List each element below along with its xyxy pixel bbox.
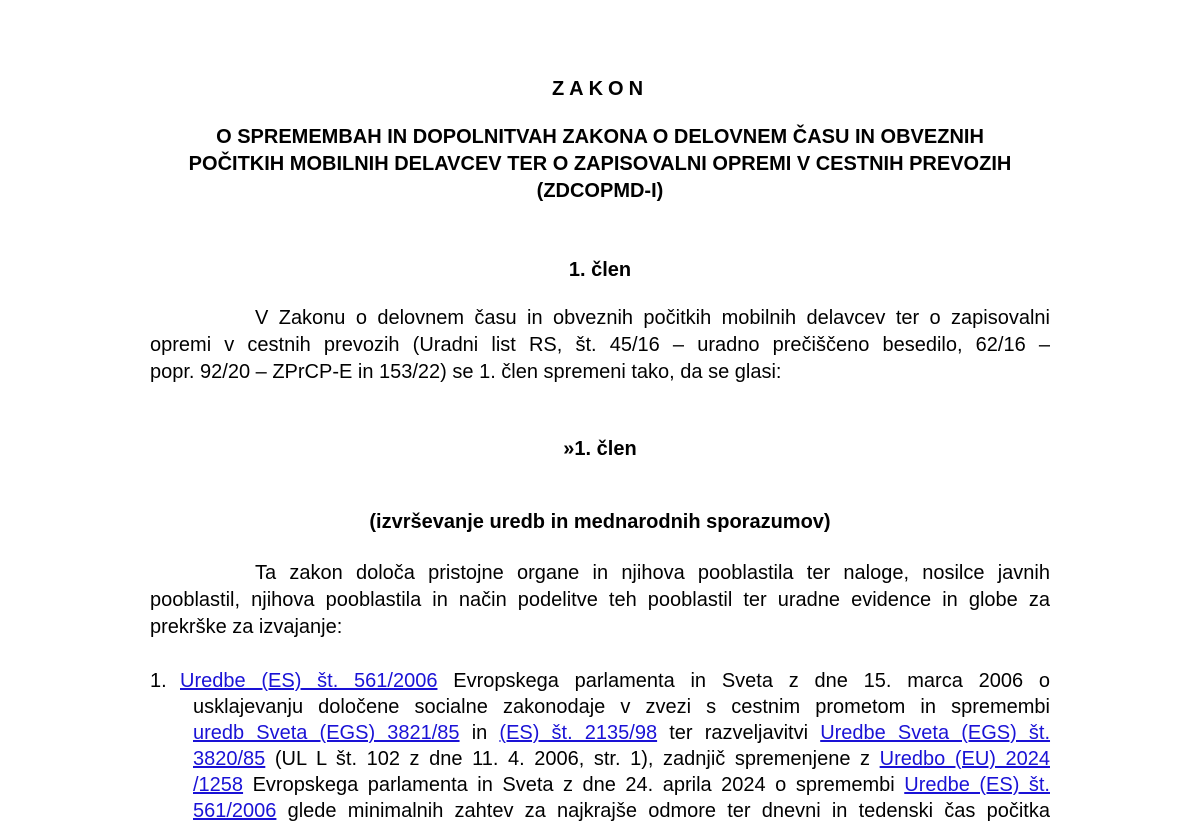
law-title-line: O SPREMEMBAH IN DOPOLNITVAH ZAKONA O DELOVNEM ČASU IN OBVEZNIH bbox=[216, 126, 984, 148]
list-line bbox=[193, 772, 1050, 798]
list-line bbox=[193, 746, 1050, 772]
law-heading: ZAKON bbox=[551, 78, 649, 100]
paragraph-line: prekrške za izvajanje: bbox=[150, 616, 343, 638]
paragraph-line: opremi v cestnih prevozih (Uradni list RS, št. 45/16 – uradno prečiščeno besedilo, 62/16 – bbox=[150, 334, 1050, 356]
paragraph-line: pooblastil, njihova pooblastila in način podelitve teh pooblastil ter uradne evidence in globe za bbox=[150, 589, 1050, 611]
regulation-link[interactable]: uredb Sveta (EGS) 3821/85 bbox=[193, 722, 460, 744]
paragraph-line: V Zakonu o delovnem času in obveznih počitkih mobilnih delavcev ter o zapisovalni bbox=[255, 307, 1050, 329]
list-text: usklajevanju določene socialne zakonodaje v zvezi s cestnim prometom in spremembi bbox=[193, 696, 1050, 718]
regulation-link[interactable]: Uredbe (ES) št. bbox=[904, 774, 1050, 796]
regulation-link[interactable]: Uredbo (EU) 2024 bbox=[879, 748, 1050, 770]
list-text: Evropskega parlamenta in Sveta z dne 15. marca 2006 o bbox=[437, 670, 1050, 692]
list-item-body bbox=[180, 668, 1050, 824]
regulation-link[interactable]: Uredbe (ES) št. 561/2006 bbox=[180, 670, 438, 692]
list-text: ter razveljavitvi bbox=[657, 722, 821, 744]
list-line bbox=[193, 720, 1050, 746]
article-subheading: (izvrševanje uredb in mednarodnih sporazumov) bbox=[369, 511, 831, 533]
list-text: glede minimalnih zahtev za najkrajše odmore ter dnevni in tedenski čas počitka bbox=[276, 800, 1050, 822]
law-title-line: POČITKIH MOBILNIH DELAVCEV TER O ZAPISOVALNI OPREMI V CESTNIH PREVOZIH bbox=[188, 153, 1012, 175]
regulation-link[interactable]: Uredbe Sveta (EGS) št. bbox=[820, 722, 1051, 744]
paragraph-line: Ta zakon določa pristojne organe in njihova pooblastila ter naloge, nosilce javnih bbox=[255, 562, 1050, 584]
list-item bbox=[150, 668, 1050, 824]
list-text: in bbox=[459, 722, 500, 744]
regulation-link[interactable]: /1258 bbox=[193, 774, 244, 796]
regulation-link[interactable]: 3820/85 bbox=[193, 748, 266, 770]
list-item-number: 1. bbox=[150, 670, 167, 692]
quoted-paragraph bbox=[150, 560, 1050, 641]
quoted-article-heading: »1. člen bbox=[563, 438, 637, 460]
article-paragraph bbox=[150, 305, 1050, 386]
article-heading: 1. člen bbox=[568, 259, 632, 281]
law-abbreviation: (ZDCOPMD-I) bbox=[536, 180, 664, 202]
law-title bbox=[0, 124, 1200, 205]
paragraph-line: popr. 92/20 – ZPrCP-E in 153/22) se 1. člen spremeni tako, da se glasi: bbox=[150, 361, 782, 383]
list-line bbox=[180, 668, 1050, 694]
list-line bbox=[193, 798, 1050, 824]
list-text: (UL L št. 102 z dne 11. 4. 2006, str. 1), zadnjič spremenjene z bbox=[265, 748, 880, 770]
regulation-link[interactable]: 561/2006 bbox=[193, 800, 277, 822]
regulation-list bbox=[150, 668, 1050, 824]
list-line bbox=[193, 694, 1050, 720]
list-text: Evropskega parlamenta in Sveta z dne 24. aprila 2024 o spremembi bbox=[243, 774, 905, 796]
regulation-link[interactable]: (ES) št. 2135/98 bbox=[499, 722, 658, 744]
